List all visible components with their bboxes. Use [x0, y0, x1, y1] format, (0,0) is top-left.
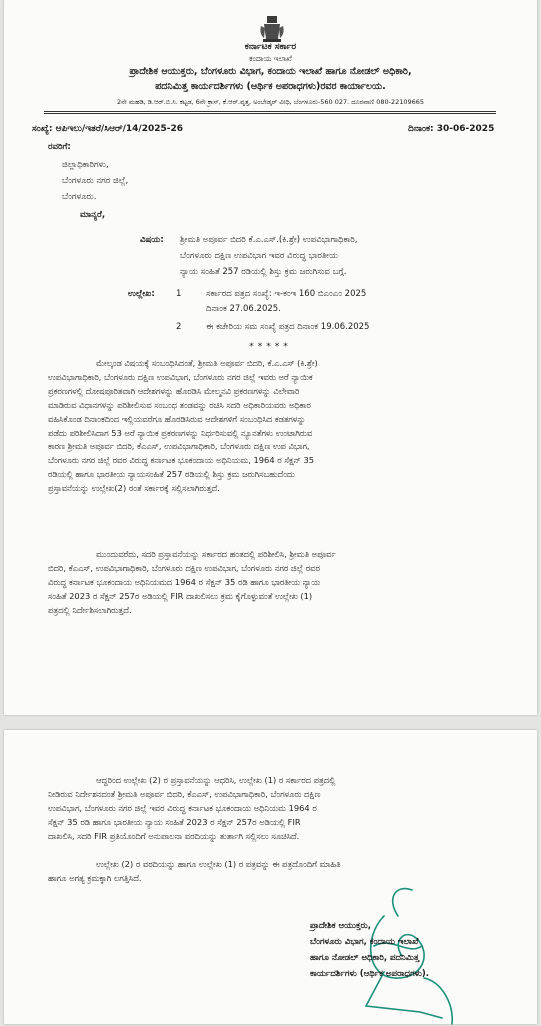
reference-number: ಸಂಖ್ಯೆ: ಆಪಿಇಲು/ಇತರೆ/ಸಿಆರ್/14/2025-26 [32, 124, 184, 134]
header-divider-2 [44, 113, 496, 114]
letter-page-2 [4, 730, 537, 1024]
para3-line: ನೀಡಿರುವ ನಿರ್ದೇಶನದಂತೆ ಶ್ರೀಮತಿ ಅಪೂರ್ವ ಬಿದರಿ, ಕೆಎಎಸ್, ಉಪವಿಭಾಗಾಧಿಕಾರಿ, ಬೆಂಗಳೂರು ದಕ್ಷಿಣ [48, 788, 321, 799]
para1-line: ಪ್ರಕರಣಗಳಲ್ಲಿ ದೋಷಪೂರಿತವಾಗಿ ಆದೇಶಗಳನ್ನು ಹೊರಡಿಸಿ ಮೇಲ್ಮನವಿ ಪ್ರಕರಣಗಳನ್ನು ವಿಲೇವಾರಿ [48, 385, 300, 396]
para3-line: ಆದ್ದರಿಂದ ಉಲ್ಲೇಖ (2) ರ ಪ್ರಸ್ತಾವನೆಯನ್ನು ಆಧರಿಸಿ, ಉಲ್ಲೇಖ (1) ರ ಸರ್ಕಾರದ ಪತ್ರದಲ್ಲಿ [96, 775, 336, 785]
para3-line: ಸೆಕ್ಷನ್ 35 ರಡಿ ಹಾಗೂ ಭಾರತೀಯ ನ್ಯಾಯ ಸಂಹಿತೆ 2023 ರ ಸೆಕ್ಷನ್ 257ರ ಅಡಿಯಲ್ಲಿ FIR [48, 816, 301, 827]
letter-page-1 [4, 0, 537, 715]
para2-line: ಬಿದರಿ, ಕೆಎಎಸ್, ಉಪವಿಭಾಗಾಧಿಕಾರಿ, ಬೆಂಗಳೂರು ದಕ್ಷಿಣ ಉಪವಿಭಾಗ, ಬೆಂಗಳೂರು ನಗರ ಜಿಲ್ಲೆ ರವರ [48, 562, 320, 573]
para1-line: ಬೆಂಗಳೂರು ನಗರ ಜಿಲ್ಲೆ ರವರ ವಿರುದ್ಧ ಕರ್ನಾಟಕ ಭೂಕಂದಾಯ ಅಧಿನಿಯಮ, 1964 ರ ಸೆಕ್ಷನ್ 35 [48, 455, 314, 466]
header-divider [44, 111, 496, 112]
body-paragraph-2 [48, 548, 500, 618]
para3-line: ದಾಖಲಿಸಿ, ಸದರಿ FIR ಪ್ರತಿಯೊಂದಿಗೆ ಅನುಪಾಲನಾ ವರದಿಯನ್ನು ತುರ್ತಾಗಿ ಸಲ್ಲಿಸಲು ಸೂಚಿಸಿದೆ. [48, 830, 300, 841]
to-label: ರವರಿಗೆ: [48, 142, 71, 152]
recipient-line-2: ಬೆಂಗಳೂರು ನಗರ ಜಿಲ್ಲೆ, [62, 176, 129, 186]
para1-line: ಮಾಡಿರುವ ವಿಧಾನಗಳನ್ನು ಪರಿಶೀಲಿಸುವ ಸಂಬಂಧ ತಂಡವನ್ನು ರಚಿಸಿ ಸದರಿ ಅಧಿಕಾರಿಯವರು ಅಧಿಕಾರ [48, 399, 311, 410]
para2-line: ವಿರುದ್ಧ ಕರ್ನಾಟಕ ಭೂಕಂದಾಯ ಅಧಿನಿಯಮದ 1964 ರ ಸೆಕ್ಷನ್ 35 ರಡಿ ಹಾಗೂ ಭಾರತೀಯ ನ್ಯಾಯ [48, 576, 321, 587]
signatory-line-2: ಬೆಂಗಳೂರು ವಿಭಾಗ, ಕಂದಾಯ ಇಲಾಖೆ [310, 937, 419, 947]
recipient-line-1: ಜಿಲ್ಲಾಧಿಕಾರಿಗಳು, [62, 160, 109, 170]
subject-line-2: ಬೆಂಗಳೂರು ದಕ್ಷಿಣ ಉಪವಿಭಾಗ ಇವರ ವಿರುದ್ಧ ಭಾರತೀಯ [180, 251, 338, 261]
reference-item-1-num: 1 [176, 289, 182, 299]
reference-item-2-num: 2 [176, 322, 182, 332]
para1-line: ರಡಿಯಲ್ಲಿ ಹಾಗೂ ಭಾರತೀಯ ನ್ಯಾಯಸಂಹಿತೆ 257 ರಡಿಯಲ್ಲಿ ಶಿಸ್ತು ಕ್ರಮ ಜರುಗಿಸಬಹುದೆಂದು [48, 469, 295, 480]
para4-line: ಹಾಗೂ ಅಗತ್ಯ ಕ್ರಮಕ್ಕಾಗಿ ಲಗತ್ತಿಸಿದೆ. [48, 872, 142, 883]
signatory-line-3: ಹಾಗೂ ನೋಡಲ್ ಅಧಿಕಾರಿ, ಪದನಿಮಿತ್ತ [310, 953, 420, 963]
office-title-line2: ಪದನಿಮಿತ್ತ ಕಾರ್ಯದರ್ಶಿಗಳು (ಆರ್ಥಿಕ ಅಪರಾಧಗಳು)ರವರ ಕಾರ್ಯಾಲಯ. [155, 81, 386, 92]
subject-label: ವಿಷಯ: [140, 235, 164, 245]
para1-line: ವಹಿಸಿಕೊಂಡ ದಿನಾಂಕದಿಂದ ಇಲ್ಲಿಯವರೆಗೂ ಹೊರಡಿಸಿರುವ ಆದೇಶಗಳಿಗೆ ಸಂಬಂಧಿಸಿದ ಕಡತಗಳನ್ನು [48, 413, 306, 424]
govt-title: ಕರ್ನಾಟಕ ಸರ್ಕಾರ [244, 42, 297, 52]
recipient-line-3: ಬೆಂಗಳೂರು. [62, 192, 97, 202]
para3-line: ಉಪವಿಭಾಗ, ಬೆಂಗಳೂರು ನಗರ ಜಿಲ್ಲೆ ಇವರ ವಿರುದ್ಧ ಕರ್ನಾಟಕ ಭೂಕಂದಾಯ ಅಧಿನಿಯಮ 1964 ರ [48, 802, 317, 813]
reference-item-2-line1: ಈ ಕಚೇರಿಯ ಸಮ ಸಂಖ್ಯೆ ಪತ್ರದ ದಿನಾಂಕ 19.06.2025 [206, 322, 370, 332]
separator-stars: ***** [249, 342, 292, 352]
handwritten-signature [324, 766, 536, 1026]
signatory-line-4: ಕಾರ್ಯದರ್ಶಿಗಳು (ಆರ್ಥಿಕ ಅಪರಾಧಗಳು). [310, 969, 430, 979]
para2-line: ಮುಂದುವರೆದು, ಸದರಿ ಪ್ರಸ್ತಾವನೆಯನ್ನು ಸರ್ಕಾರದ ಹಂತದಲ್ಲಿ ಪರಿಶೀಲಿಸಿ, ಶ್ರೀಮತಿ ಅಪೂರ್ವ [96, 549, 336, 559]
para1-line: ಕಾರಣ ಶ್ರೀಮತಿ ಅಪೂರ್ವ ಬಿದರಿ, ಕೆಎಎಸ್, ಉಪವಿಭಾಗಾಧಿಕಾರಿ, ಬೆಂಗಳೂರು ದಕ್ಷಿಣ ಉಪ ವಿಭಾಗ, [48, 441, 310, 452]
para2-line: ಸಂಹಿತೆ 2023 ರ ಸೆಕ್ಷನ್ 257ರ ಅಡಿಯಲ್ಲಿ FIR ದಾಖಲಿಸಲು ಕ್ರಮ ಕೈಗೊಳ್ಳುವಂತೆ ಉಲ್ಲೇಖ (1) [48, 590, 313, 601]
reference-item-1-line2: ದಿನಾಂಕ 27.06.2025. [206, 304, 281, 314]
office-title-line1: ಪ್ರಾದೇಶಿಕ ಆಯುಕ್ತರು, ಬೆಂಗಳೂರು ವಿಭಾಗ, ಕಂದಾಯ ಇಲಾಖೆ ಹಾಗೂ ನೋಡಲ್ ಅಧಿಕಾರಿ, [129, 66, 412, 77]
dept-title: ಕಂದಾಯ ಇಲಾಖೆ [249, 54, 292, 63]
para1-line: ಪಡೆದು ಪರಿಶೀಲಿಸಿದಾಗ 53 ಅರೆ ನ್ಯಾಯಿಕ ಪ್ರಕರಣಗಳನ್ನು ನಿರ್ಧರಿಸುವಲ್ಲಿ ನ್ಯೂನತೆಗಳು ಉಂಟಾಗಿರುವ [48, 427, 313, 438]
office-address: 2ನೇ ಮಹಡಿ, ಡಿ.ಆರ್.ಬಿ.ಸಿ. ಕಟ್ಟಡ, 6ನೇ ಕ್ರಾಸ್, ಕೆ.ಆರ್.ವೃತ್ತ, ಅಂಬೇಡ್ಕರ್ ವೀಧಿ, ಬೆಂಗಳೂರು-560 027. ದೂರವಾಣಿ 080-22109665 [116, 98, 425, 106]
para2-line: ಪತ್ರದಲ್ಲಿ ನಿರ್ದೇಶಿಸಲಾಗಿರುತ್ತದೆ. [48, 604, 132, 615]
body-paragraph-1 [48, 357, 500, 496]
references-label: ಉಲ್ಲೇಖ: [128, 289, 155, 299]
para4-line: ಉಲ್ಲೇಖ (2) ರ ವರದಿಯನ್ನು ಹಾಗೂ ಉಲ್ಲೇಖ (1) ರ ಪತ್ರವನ್ನು ಈ ಪತ್ರದೊಂದಿಗೆ ಮಾಹಿತಿ [96, 859, 341, 869]
salutation: ಮಾನ್ಯರೆ, [80, 210, 106, 220]
karnataka-emblem-icon [258, 14, 286, 44]
para1-line: ಮೇಲ್ಕಂಡ ವಿಷಯಕ್ಕೆ ಸಂಬಂಧಿಸಿದಂತೆ, ಶ್ರೀಮತಿ ಅಪೂರ್ವ ಬಿದರಿ, ಕೆ.ಎ.ಎಸ್ (ಕಿ.ಶ್ರೇ) [96, 358, 318, 368]
para1-line: ಉಪವಿಭಾಗಾಧಿಕಾರಿ, ಬೆಂಗಳೂರು ದಕ್ಷಿಣ ಉಪವಿಭಾಗ, ಬೆಂಗಳೂರು ನಗರ ಜಿಲ್ಲೆ ಇವರು ಅರೆ ನ್ಯಾಯಿಕ [48, 371, 313, 382]
subject-line-3: ನ್ಯಾಯ ಸಂಹಿತೆ 257 ರಡಿಯಲ್ಲಿ ಶಿಸ್ತು ಕ್ರಮ ಜರುಗಿಸುವ ಬಗ್ಗೆ. [180, 267, 347, 277]
signatory-line-1: ಪ್ರಾದೇಶಿಕ ಆಯುಕ್ತರು, [310, 921, 371, 931]
reference-item-1-line1: ಸರ್ಕಾರದ ಪತ್ರದ ಸಂಖ್ಯೆ: ಇ-ಕಂಇ 160 ಬಿಎಂಎಂ 2025 [206, 289, 367, 299]
para1-line: ಪ್ರಸ್ತಾವನೆಯನ್ನು ಉಲ್ಲೇಖ(2) ರಂತೆ ಸರ್ಕಾರಕ್ಕೆ ಸಲ್ಲಿಸಲಾಗಿರುತ್ತದೆ. [48, 483, 220, 494]
subject-line-1: ಶ್ರೀಮತಿ ಅಪೂರ್ವ ಬಿದರಿ ಕೆ.ಎ.ಎಸ್.(ಕಿ.ಶ್ರೇ) ಉಪವಿಭಾಗಾಧಿಕಾರಿ, [180, 235, 358, 245]
letter-date: ದಿನಾಂಕ: 30-06-2025 [408, 124, 495, 134]
